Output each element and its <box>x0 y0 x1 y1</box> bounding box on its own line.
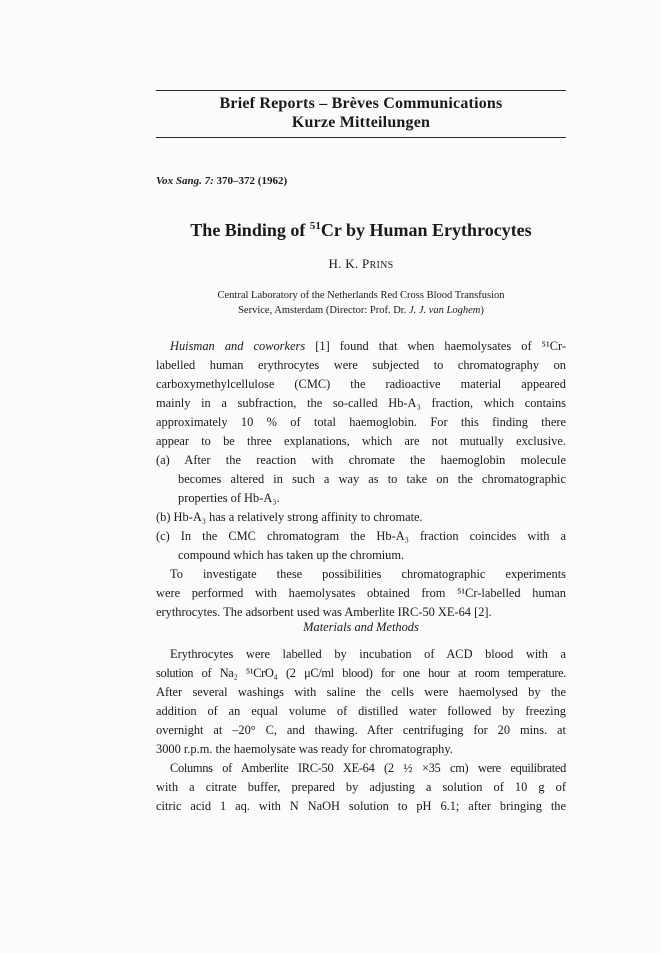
citation-pages: 370–372 (1962) <box>213 175 288 187</box>
intro-line: appear to be three explanations, which are not mutually exclusive. <box>156 434 566 448</box>
methods-line: solution of Na₂ ⁵¹CrO₄ (2 μC/ml blood) for one hour at room temperature. <box>156 666 566 680</box>
intro-line: (b) Hb-A₃ has a relatively strong affinity to chromate. <box>156 510 423 524</box>
article-title <box>156 220 566 241</box>
title-post: Cr by Human Erythrocytes <box>320 220 532 240</box>
intro-line: properties of Hb-A₃. <box>178 491 280 505</box>
intro-line: erythrocytes. The adsorbent used was Amberlite IRC-50 XE-64 [2]. <box>156 605 492 619</box>
intro-line: (a) After the reaction with chromate the haemoglobin molecule <box>156 453 566 467</box>
intro-line: compound which has taken up the chromium. <box>178 548 405 562</box>
intro-line: carboxymethylcellulose (CMC) the radioactive material appeared <box>156 377 566 391</box>
intro-line: mainly in a subfraction, the so-called Hb-A₃ fraction, which contains <box>156 396 566 410</box>
methods-line: 3000 r.p.m. the haemolysate was ready for chromatography. <box>156 742 453 756</box>
author-initials: H. K. P <box>328 256 370 271</box>
citation <box>156 175 287 187</box>
methods-line: citric acid 1 aq. with N NaOH solution to pH 6.1; after bringing the <box>156 799 566 813</box>
methods-line: Columns of Amberlite IRC-50 XE-64 (2 ½ ×35 cm) were equilibrated <box>170 761 566 775</box>
top-rule <box>156 90 566 91</box>
affiliation-line2 <box>156 305 566 316</box>
intro-line: approximately 10 % of total haemoglobin. For this finding there <box>156 415 566 429</box>
affiliation-pre: Service, Amsterdam (Director: Prof. Dr. <box>238 305 409 316</box>
cited-authors: Huisman and coworkers <box>170 339 306 353</box>
methods-line: addition of an equal volume of distilled water followed by freezing <box>156 704 566 718</box>
affiliation-post: ) <box>480 305 484 316</box>
header-line1: Brief Reports – Brèves Communications <box>219 95 503 112</box>
intro-line: To investigate these possibilities chromatographic experiments <box>170 567 566 581</box>
citation-journal: Vox Sang. 7: <box>156 175 214 187</box>
intro-line: becomes altered in such a way as to take on the chromatographic <box>178 472 566 486</box>
title-sup: 51 <box>309 220 321 232</box>
methods-line: overnight at –20° C, and thawing. After centrifuging for 20 mins. at <box>156 723 566 737</box>
intro-line: were performed with haemolysates obtained from ⁵¹Cr-labelled human <box>156 586 566 600</box>
bottom-rule <box>156 137 566 138</box>
header-line2: Kurze Mitteilungen <box>291 114 431 131</box>
intro-text <box>156 337 566 622</box>
methods-text <box>156 645 566 816</box>
author-smallcaps: RINS <box>369 260 394 271</box>
author <box>156 256 566 272</box>
methods-line: Erythrocytes were labelled by incubation of ACD blood with a <box>170 647 566 661</box>
affiliation-director: J. J. van Loghem <box>408 305 481 316</box>
title-pre: The Binding of <box>190 220 310 240</box>
intro-line: (c) In the CMC chromatogram the Hb-A₃ fraction coincides with a <box>156 529 566 543</box>
intro-line: Huisman and coworkers [1] found that when haemolysates of ⁵¹Cr- <box>170 339 566 353</box>
affiliation-line1: Central Laboratory of the Netherlands Red Cross Blood Transfusion <box>217 290 505 301</box>
section-heading: Materials and Methods <box>303 620 419 634</box>
intro-line: labelled human erythrocytes were subjected to chromatography on <box>156 358 566 372</box>
methods-line: After several washings with saline the cells were haemolysed by the <box>156 685 566 699</box>
methods-line: with a citrate buffer, prepared by adjusting a solution of 10 g of <box>156 780 566 794</box>
